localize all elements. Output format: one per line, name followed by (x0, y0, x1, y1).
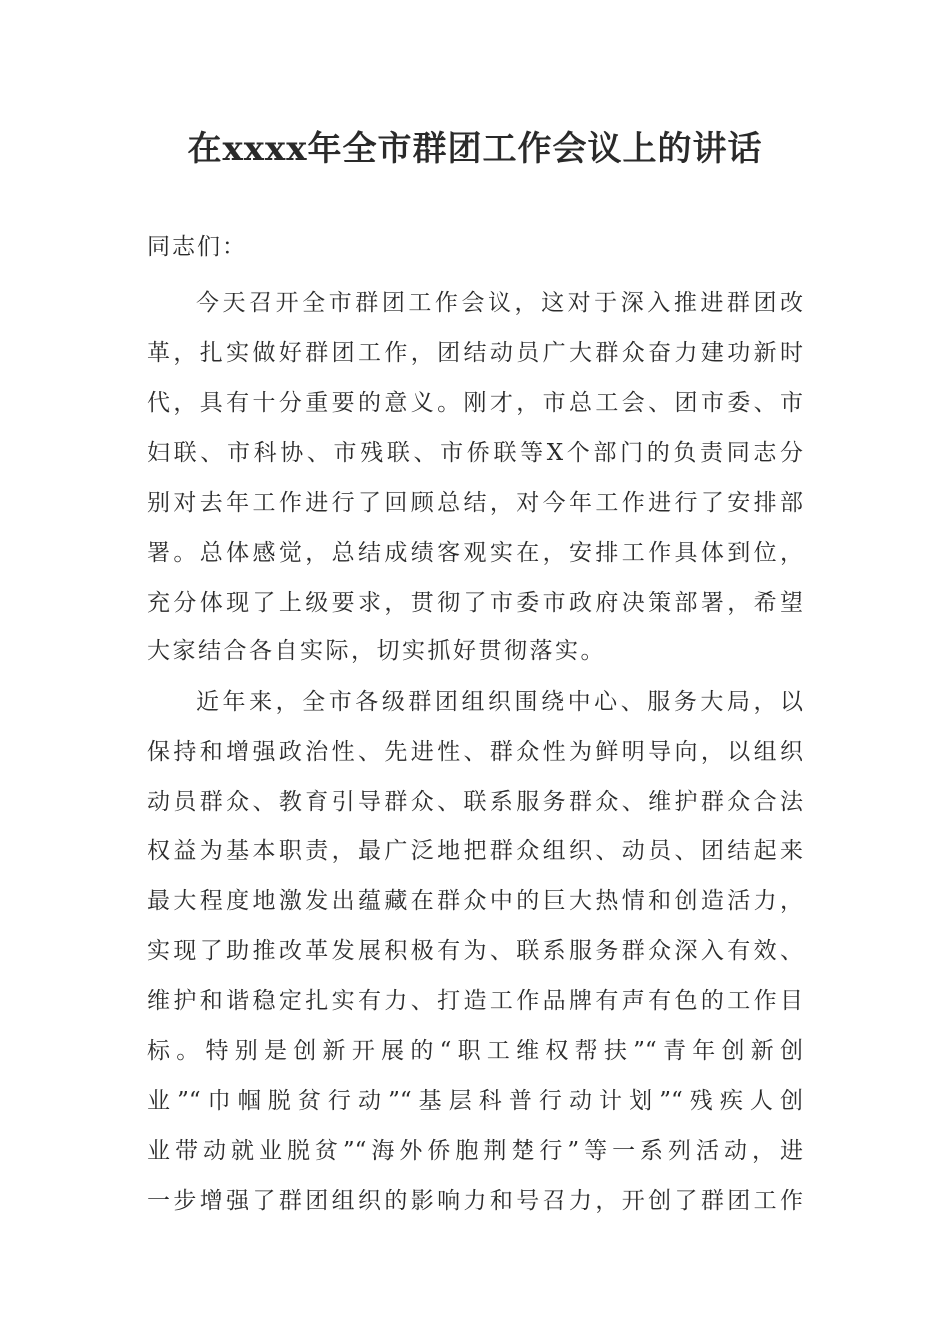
paragraph-line: 近年来，全市各级群团组织围绕中心、服务大局，以 (196, 689, 803, 715)
paragraph-line: 革，扎实做好群团工作，团结动员广大群众奋力建功新时 (147, 340, 803, 366)
paragraph-line: 充分体现了上级要求，贯彻了市委市政府决策部署，希望 (147, 590, 803, 616)
paragraph-line: 代，具有十分重要的意义。刚才，市总工会、团市委、市 (147, 390, 803, 416)
paragraph-line: 妇联、市科协、市残联、市侨联等X个部门的负责同志分 (147, 440, 803, 466)
paragraph-line: 业带动就业脱贫”“海外侨胞荆楚行”等一系列活动，进 (147, 1138, 803, 1164)
paragraph-line: 标。特别是创新开展的“职工维权帮扶”“青年创新创 (147, 1038, 803, 1064)
paragraph-line: 业”“巾帼脱贫行动”“基层科普行动计划”“残疾人创 (147, 1088, 803, 1114)
paragraph-line: 大家结合各自实际，切实抓好贯彻落实。 (147, 638, 606, 664)
document-title: 在xxxx年全市群团工作会议上的讲话 (187, 129, 763, 169)
paragraph-line: 实现了助推改革发展积极有为、联系服务群众深入有效、 (147, 938, 803, 964)
salutation: 同志们： (147, 234, 247, 260)
paragraph-line: 权益为基本职责，最广泛地把群众组织、动员、团结起来 (147, 838, 803, 864)
paragraph-line: 维护和谐稳定扎实有力、打造工作品牌有声有色的工作目 (147, 988, 803, 1014)
paragraph-line: 一步增强了群团组织的影响力和号召力，开创了群团工作 (147, 1188, 803, 1214)
paragraph-line: 署。总体感觉，总结成绩客观实在，安排工作具体到位， (147, 540, 803, 566)
paragraph-line: 最大程度地激发出蕴藏在群众中的巨大热情和创造活力， (147, 888, 803, 914)
paragraph-line: 别对去年工作进行了回顾总结，对今年工作进行了安排部 (147, 490, 803, 516)
paragraph-line: 今天召开全市群团工作会议，这对于深入推进群团改 (196, 290, 803, 316)
paragraph-line: 保持和增强政治性、先进性、群众性为鲜明导向，以组织 (147, 739, 803, 765)
paragraph-line: 动员群众、教育引导群众、联系服务群众、维护群众合法 (147, 789, 803, 815)
